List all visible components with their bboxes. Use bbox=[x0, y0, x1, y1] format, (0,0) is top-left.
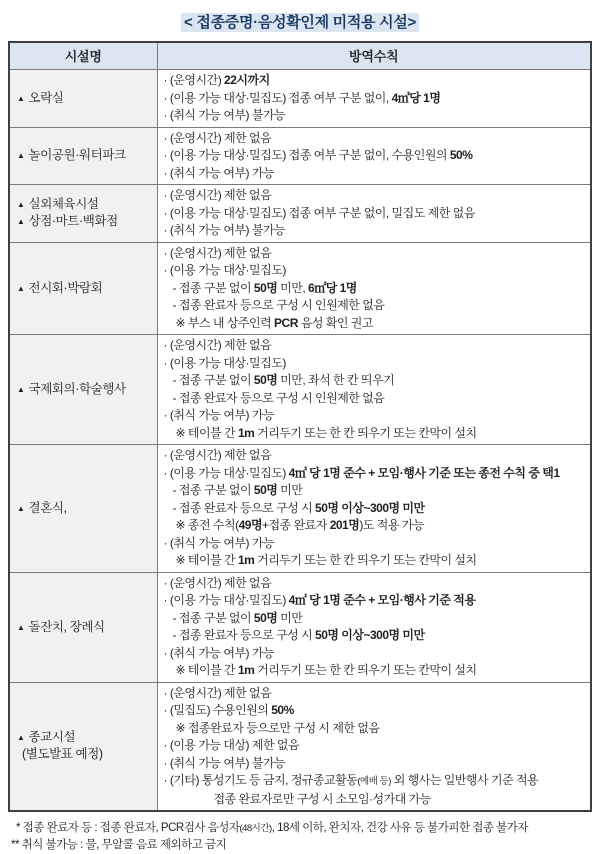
facility-name-cell bbox=[9, 572, 157, 682]
facility-name-cell bbox=[9, 185, 157, 243]
text-segment: 50명 이상~300명 미만 bbox=[315, 628, 425, 642]
rule-line bbox=[162, 702, 589, 720]
table-row bbox=[9, 572, 591, 682]
quarantine-rules-cell bbox=[157, 185, 591, 243]
facility-name: (별도발표 예정) bbox=[22, 747, 103, 762]
text-segment: 50% bbox=[271, 703, 294, 717]
text-segment: 미만 bbox=[277, 483, 303, 497]
rule-line bbox=[162, 372, 589, 390]
quarantine-rules-cell bbox=[157, 682, 591, 811]
rule-line bbox=[162, 772, 589, 791]
text-segment: ※ 접종완료자 등으로만 구성 시 제한 없음 bbox=[175, 720, 380, 735]
triangle-bullet-icon: ▲ bbox=[17, 385, 25, 394]
text-segment: 4㎡ 당 1명 준수 + 모임·행사 기준 또는 종전 수칙 중 택1 bbox=[288, 465, 560, 480]
rule-line bbox=[162, 72, 589, 90]
rule-line bbox=[162, 517, 589, 535]
rule-line bbox=[162, 130, 589, 148]
text-segment: · (이용 가능 대상·밀집도) bbox=[163, 593, 289, 607]
document-title bbox=[8, 11, 592, 32]
facility-name: 돌잔치, 장례식 bbox=[28, 619, 105, 634]
rule-line bbox=[162, 355, 589, 373]
rule-line bbox=[162, 165, 589, 183]
text-segment: ※ 테이블 간 bbox=[175, 553, 238, 567]
text-segment: )도 적용 가능 bbox=[359, 518, 424, 532]
text-segment: · (이용 가능 대상·밀집도) bbox=[163, 263, 286, 277]
text-segment: 접종 완료자로만 구성 시 소모임·성가대 가능 bbox=[213, 791, 431, 806]
text-segment: - 접종 구분 없이 bbox=[172, 373, 254, 387]
quarantine-rules-cell bbox=[157, 127, 591, 185]
text-segment: , 18세 이하, 완치자, 건강 사유 등 불가피한 접종 불가자 bbox=[271, 822, 529, 834]
table-row bbox=[9, 445, 591, 573]
text-segment: 49명 bbox=[238, 518, 263, 532]
text-segment: 50명 bbox=[253, 280, 278, 295]
facility-name-line bbox=[17, 213, 153, 230]
text-segment: 미만, 좌석 한 칸 띄우기 bbox=[277, 373, 395, 387]
rule-line bbox=[162, 407, 589, 425]
column-header-quarantine-rules: 방역수칙 bbox=[157, 42, 591, 70]
rule-line bbox=[162, 222, 589, 240]
text-segment: - 접종 완료자 등으로 구성 시 인원제한 없음 bbox=[172, 298, 385, 312]
text-segment: 201명 bbox=[329, 518, 360, 532]
rule-line bbox=[162, 390, 589, 408]
text-segment: 50명 bbox=[253, 610, 278, 625]
text-segment: (48시간) bbox=[239, 823, 272, 834]
table-row bbox=[9, 185, 591, 243]
facility-name-line bbox=[17, 196, 153, 213]
facility-name-line bbox=[17, 619, 153, 636]
text-segment: · (이용 가능 대상·밀집도) bbox=[163, 355, 286, 370]
facility-name-line bbox=[17, 381, 153, 398]
text-segment: (예배 등) bbox=[357, 776, 391, 787]
text-segment: · (취식 가능 여부) 가능 bbox=[163, 535, 275, 550]
facility-name-line bbox=[17, 746, 153, 763]
table-header-row bbox=[9, 42, 591, 70]
facility-name-line bbox=[17, 729, 153, 746]
text-segment: 미만 bbox=[277, 610, 303, 625]
text-segment: · (이용 가능 대상·밀집도) bbox=[163, 465, 289, 480]
rule-line bbox=[162, 575, 589, 593]
rule-line bbox=[162, 482, 589, 500]
text-segment: - 접종 완료자 등으로 구성 시 인원제한 없음 bbox=[172, 390, 385, 405]
quarantine-rules-cell bbox=[157, 242, 591, 335]
facility-name: 전시회·박람회 bbox=[28, 280, 103, 295]
triangle-bullet-icon: ▲ bbox=[17, 217, 25, 227]
text-segment: * 접종 완료자 등 : 접종 완료자, PCR검사 음성자 bbox=[16, 822, 240, 834]
text-segment: ※ 테이블 간 bbox=[175, 425, 238, 440]
facility-table-body bbox=[9, 70, 591, 812]
facility-name: 놀이공원·워터파크 bbox=[28, 148, 126, 163]
facility-name-line bbox=[17, 147, 153, 164]
table-row bbox=[9, 70, 591, 128]
rule-line bbox=[162, 90, 589, 108]
rule-line bbox=[162, 262, 589, 280]
facility-name-cell bbox=[9, 70, 157, 128]
text-segment: · (이용 가능 대상·밀집도) 접종 여부 구분 없이, 수용인원의 bbox=[163, 148, 450, 162]
table-row bbox=[9, 682, 591, 811]
triangle-bullet-icon: ▲ bbox=[17, 151, 25, 161]
triangle-bullet-icon: ▲ bbox=[17, 503, 25, 513]
facility-name-cell bbox=[9, 127, 157, 185]
rule-line bbox=[162, 755, 589, 773]
table-row bbox=[9, 127, 591, 185]
rule-line bbox=[162, 791, 589, 809]
triangle-bullet-icon: ▲ bbox=[17, 93, 25, 103]
triangle-bullet-icon: ▲ bbox=[17, 200, 25, 210]
text-segment: 외 행사는 일반행사 기준 적용 bbox=[390, 773, 539, 787]
footnote-line bbox=[8, 837, 592, 854]
text-segment: · (밀집도) 수용인원의 bbox=[163, 703, 272, 717]
text-segment: · (운영시간) bbox=[163, 73, 225, 87]
rule-line bbox=[162, 280, 589, 298]
text-segment: 음성 확인 권고 bbox=[297, 315, 373, 330]
rule-line bbox=[162, 627, 589, 645]
rule-line bbox=[162, 720, 589, 738]
text-segment: · (취식 가능 여부) 가능 bbox=[163, 408, 275, 422]
text-segment: · (기타) 통성기도 등 금지, 정규종교활동 bbox=[163, 773, 358, 787]
text-segment: 미만, bbox=[277, 280, 309, 295]
rule-line bbox=[162, 315, 589, 333]
text-segment: · (이용 가능 대상·밀집도) 접종 여부 구분 없이, 밀집도 제한 없음 bbox=[163, 205, 475, 220]
facility-name: 실외체육시설 bbox=[28, 197, 99, 212]
text-segment: · (운영시간) 제한 없음 bbox=[163, 448, 272, 462]
text-segment: · (취식 가능 여부) 가능 bbox=[163, 645, 275, 660]
text-segment: 4㎡ 당 1명 준수 + 모임·행사 기준 적용 bbox=[288, 593, 476, 607]
text-segment: 1m bbox=[237, 425, 255, 440]
text-segment: 6㎡당 1명 bbox=[308, 280, 357, 295]
rule-line bbox=[162, 205, 589, 223]
text-segment: ※ 테이블 간 bbox=[175, 663, 238, 677]
text-segment: 22시까지 bbox=[224, 73, 270, 87]
rule-line bbox=[162, 187, 589, 205]
triangle-bullet-icon: ▲ bbox=[17, 622, 25, 632]
text-segment: 50명 이상~300명 미만 bbox=[315, 500, 425, 515]
text-segment: · (취식 가능 여부) 가능 bbox=[163, 165, 275, 180]
text-segment: ** 취식 불가능 : 물, 무알콜 음료 제외하고 금지 bbox=[11, 839, 227, 851]
column-header-facility-name: 시설명 bbox=[9, 42, 157, 70]
text-segment: · (이용 가능 대상) 제한 없음 bbox=[163, 738, 300, 752]
triangle-bullet-icon: ▲ bbox=[17, 733, 25, 743]
text-segment: · (운영시간) 제한 없음 bbox=[163, 338, 272, 352]
text-segment: 4㎡당 1명 bbox=[391, 90, 441, 105]
rule-line bbox=[162, 107, 589, 125]
facility-name: 종교시설 bbox=[28, 730, 76, 745]
quarantine-rules-cell bbox=[157, 70, 591, 128]
text-segment: - 접종 구분 없이 bbox=[172, 280, 254, 295]
text-segment: 50명 bbox=[253, 483, 278, 497]
rule-line bbox=[162, 297, 589, 315]
table-row bbox=[9, 335, 591, 445]
rule-line bbox=[162, 447, 589, 465]
text-segment: - 접종 완료자 등으로 구성 시 bbox=[172, 500, 316, 515]
table-row bbox=[9, 242, 591, 335]
text-segment: 거리두기 또는 한 칸 띄우기 또는 칸막이 설치 bbox=[254, 425, 477, 440]
text-segment: 1m bbox=[237, 663, 255, 677]
footnotes bbox=[8, 820, 592, 854]
text-segment: 1m bbox=[237, 553, 255, 567]
facility-name-line bbox=[17, 90, 153, 107]
text-segment: 50% bbox=[449, 148, 473, 162]
rule-line bbox=[162, 465, 589, 483]
rule-line bbox=[162, 147, 589, 165]
text-segment: · (운영시간) 제한 없음 bbox=[163, 245, 272, 260]
text-segment: · (이용 가능 대상·밀집도) 접종 여부 구분 없이, bbox=[163, 90, 392, 105]
facility-name-cell bbox=[9, 335, 157, 445]
rule-line bbox=[162, 337, 589, 355]
triangle-bullet-icon: ▲ bbox=[17, 283, 25, 293]
quarantine-rules-cell bbox=[157, 335, 591, 445]
text-segment: · (운영시간) 제한 없음 bbox=[163, 575, 272, 590]
facility-name-line bbox=[17, 280, 153, 297]
rule-line bbox=[162, 645, 589, 663]
facility-table bbox=[8, 41, 592, 812]
facility-name-cell bbox=[9, 682, 157, 811]
text-segment: PCR bbox=[274, 315, 298, 330]
text-segment: 50명 bbox=[253, 373, 278, 387]
text-segment: · (취식 가능 여부) 불가능 bbox=[163, 223, 286, 237]
rule-line bbox=[162, 552, 589, 570]
quarantine-rules-cell bbox=[157, 445, 591, 573]
text-segment: +접종 완료자 bbox=[262, 518, 330, 532]
text-segment: · (운영시간) 제한 없음 bbox=[163, 685, 272, 700]
text-segment: · (운영시간) 제한 없음 bbox=[163, 130, 272, 145]
text-segment: - 접종 구분 없이 bbox=[172, 483, 254, 497]
rule-line bbox=[162, 592, 589, 610]
facility-name: 상점·마트·백화점 bbox=[28, 214, 118, 229]
facility-name: 결혼식, bbox=[28, 500, 67, 515]
facility-name-cell bbox=[9, 242, 157, 335]
text-segment: 거리두기 또는 한 칸 띄우기 또는 칸막이 설치 bbox=[254, 553, 477, 567]
text-segment: · (취식 가능 여부) 불가능 bbox=[163, 755, 286, 770]
text-segment: ※ 부스 내 상주인력 bbox=[175, 315, 275, 330]
rule-line bbox=[162, 245, 589, 263]
facility-name: 국제회의·학술행사 bbox=[28, 382, 126, 396]
facility-name: 오락실 bbox=[28, 90, 64, 105]
document-title-text: < 접종증명·음성확인제 미적용 시설> bbox=[181, 13, 419, 32]
rule-line bbox=[162, 500, 589, 518]
rule-line bbox=[162, 610, 589, 628]
text-segment: 거리두기 또는 한 칸 띄우기 또는 칸막이 설치 bbox=[254, 663, 477, 677]
facility-name-cell bbox=[9, 445, 157, 573]
rule-line bbox=[162, 685, 589, 703]
text-segment: · (운영시간) 제한 없음 bbox=[163, 188, 272, 202]
text-segment: ※ 종전 수칙( bbox=[175, 518, 239, 532]
rule-line bbox=[162, 535, 589, 553]
text-segment: · (취식 가능 여부) 불가능 bbox=[163, 108, 286, 122]
facility-name-line bbox=[17, 500, 153, 517]
text-segment: - 접종 완료자 등으로 구성 시 bbox=[172, 628, 316, 642]
rule-line bbox=[162, 662, 589, 680]
rule-line bbox=[162, 737, 589, 755]
text-segment: - 접종 구분 없이 bbox=[172, 610, 254, 625]
rule-line bbox=[162, 425, 589, 443]
quarantine-rules-cell bbox=[157, 572, 591, 682]
